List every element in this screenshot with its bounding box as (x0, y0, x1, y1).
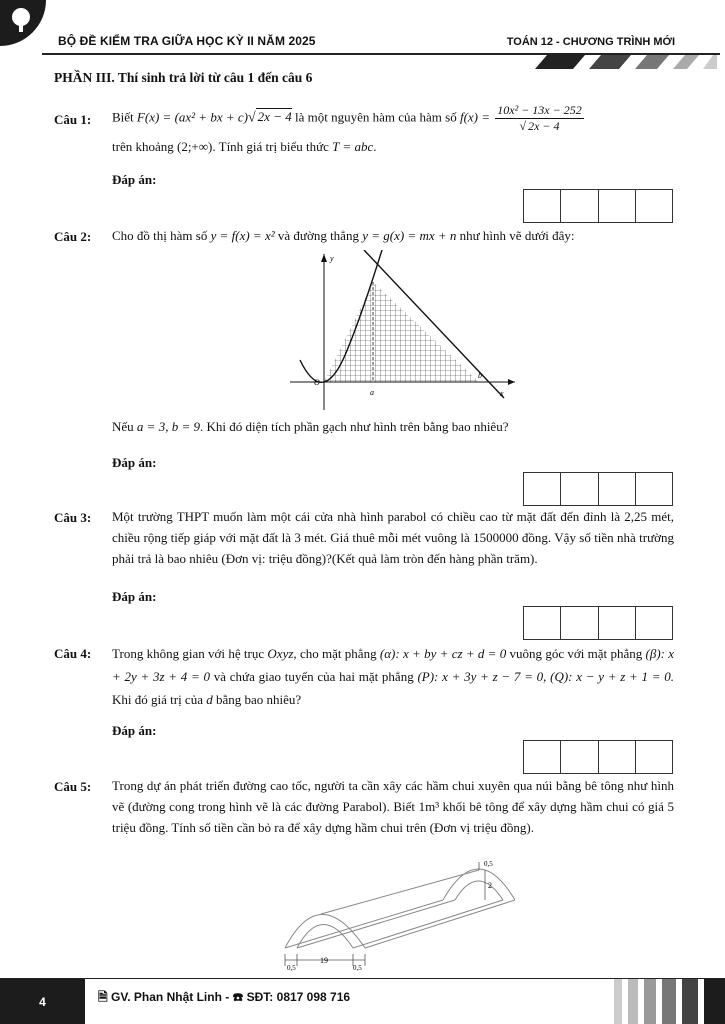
tunnel-label-top: 0,5 (484, 860, 493, 868)
section-title: PHẦN III. Thí sinh trả lời từ câu 1 đến câu 6 (54, 70, 313, 85)
document-icon: 🗎 (98, 990, 108, 1004)
graph-label-x: x (500, 389, 504, 398)
question-2-label: Câu 2: (54, 229, 92, 244)
graph-label-y: y (330, 254, 334, 263)
graph-label-o: O (314, 378, 320, 387)
question-3-label: Câu 3: (54, 510, 92, 525)
graph-label-b: b (478, 371, 482, 380)
answer-box-3[interactable] (523, 606, 673, 640)
header-right-title: TOÁN 12 - CHƯƠNG TRÌNH MỚI (506, 36, 675, 48)
footer-bars (600, 979, 725, 1024)
answer-label-2: Đáp án: (112, 455, 157, 470)
tree-icon (6, 6, 36, 36)
question-1-text: Biết F(x) = (ax² + bx + c)√ 2x − 4 là một nguyên hàm của hàm số f(x) = $\frac{\text{10x² − 13x − 252}}{√ 2x - 4}$ trên khoảng (2;+∞). Tính giá trị biểu thức T = abc. (112, 103, 582, 154)
tunnel-label-height: 2 (488, 881, 492, 890)
tunnel-label-left: 0,5 (287, 964, 296, 972)
question-3-text: Một trường THPT muốn làm một cái cửa nhà hình parabol có chiều cao từ mặt đất đến đỉnh là 2,25 mét, chiều rộng tiếp giáp với mặt đất là 3 mét. Giá thuê mỗi mét vuông là 1500000 đồng. Vậy số tiền nhà trường phải trả là bao nhiêu (Đơn vị: triệu đồng)?(Kết quả làm tròn đến hàng phần trăm). (112, 509, 674, 566)
answer-label-3: Đáp án: (112, 589, 157, 604)
tunnel-diagram (275, 856, 515, 974)
question-1-label: Câu 1: (54, 112, 92, 127)
answer-label-4: Đáp án: (112, 723, 157, 738)
question-5-label: Câu 5: (54, 779, 92, 794)
footer-author-info: 🗎 GV. Phan Nhật Linh - ☎ SĐT: 0817 098 716 (98, 990, 351, 1004)
question-4-label: Câu 4: (54, 646, 92, 661)
answer-box-4[interactable] (523, 740, 673, 774)
header-left-title: BỘ ĐỀ KIỂM TRA GIỮA HỌC KỲ II NĂM 2025 (58, 34, 316, 48)
answer-box-1[interactable] (523, 189, 673, 223)
question-5-text: Trong dự án phát triển đường cao tốc, người ta cần xây các hầm chui xuyên qua núi bằng bê tông như hình vẽ (đường cong trong hình vẽ là các đường Parabol). Biết 1m³ khối bê tông để xây dựng hầm chui có giá 5 triệu đồng. Tính số tiền cần bỏ ra để xây dựng hầm chui trên (Đơn vị triệu đồng). (112, 778, 674, 835)
page-number: 4 (0, 979, 85, 1024)
tunnel-label-right: 0,5 (353, 964, 362, 972)
question-4-text: Trong không gian với hệ trục Oxyz, cho mặt phẳng (α): x + by + cz + d = 0 vuông góc với mặt phẳng (β): x + 2y + 3z + 4 = 0 và chứa giao tuyến của hai mặt phẳng (P): x + 3y + z − 7 = 0, (Q): x − y + z + 1 = 0. Khi đó giá trị của d bằng bao nhiêu? (112, 646, 675, 707)
graph-label-a: a (370, 388, 374, 397)
header-stripes (527, 55, 717, 69)
logo (0, 0, 46, 46)
phone-icon: ☎ (232, 990, 244, 1004)
answer-label-1: Đáp án: (112, 172, 157, 187)
answer-box-2[interactable] (523, 472, 673, 506)
question-2-text: Cho đồ thị hàm số y = f(x) = x² và đường thẳng y = g(x) = mx + n như hình vẽ dưới đây: (112, 228, 575, 243)
area-graph (290, 250, 520, 415)
tunnel-label-mid: 19 (320, 956, 328, 965)
question-2-text-2: Nếu a = 3, b = 9. Khi đó diện tích phần gạch như hình trên bằng bao nhiêu? (112, 419, 509, 434)
